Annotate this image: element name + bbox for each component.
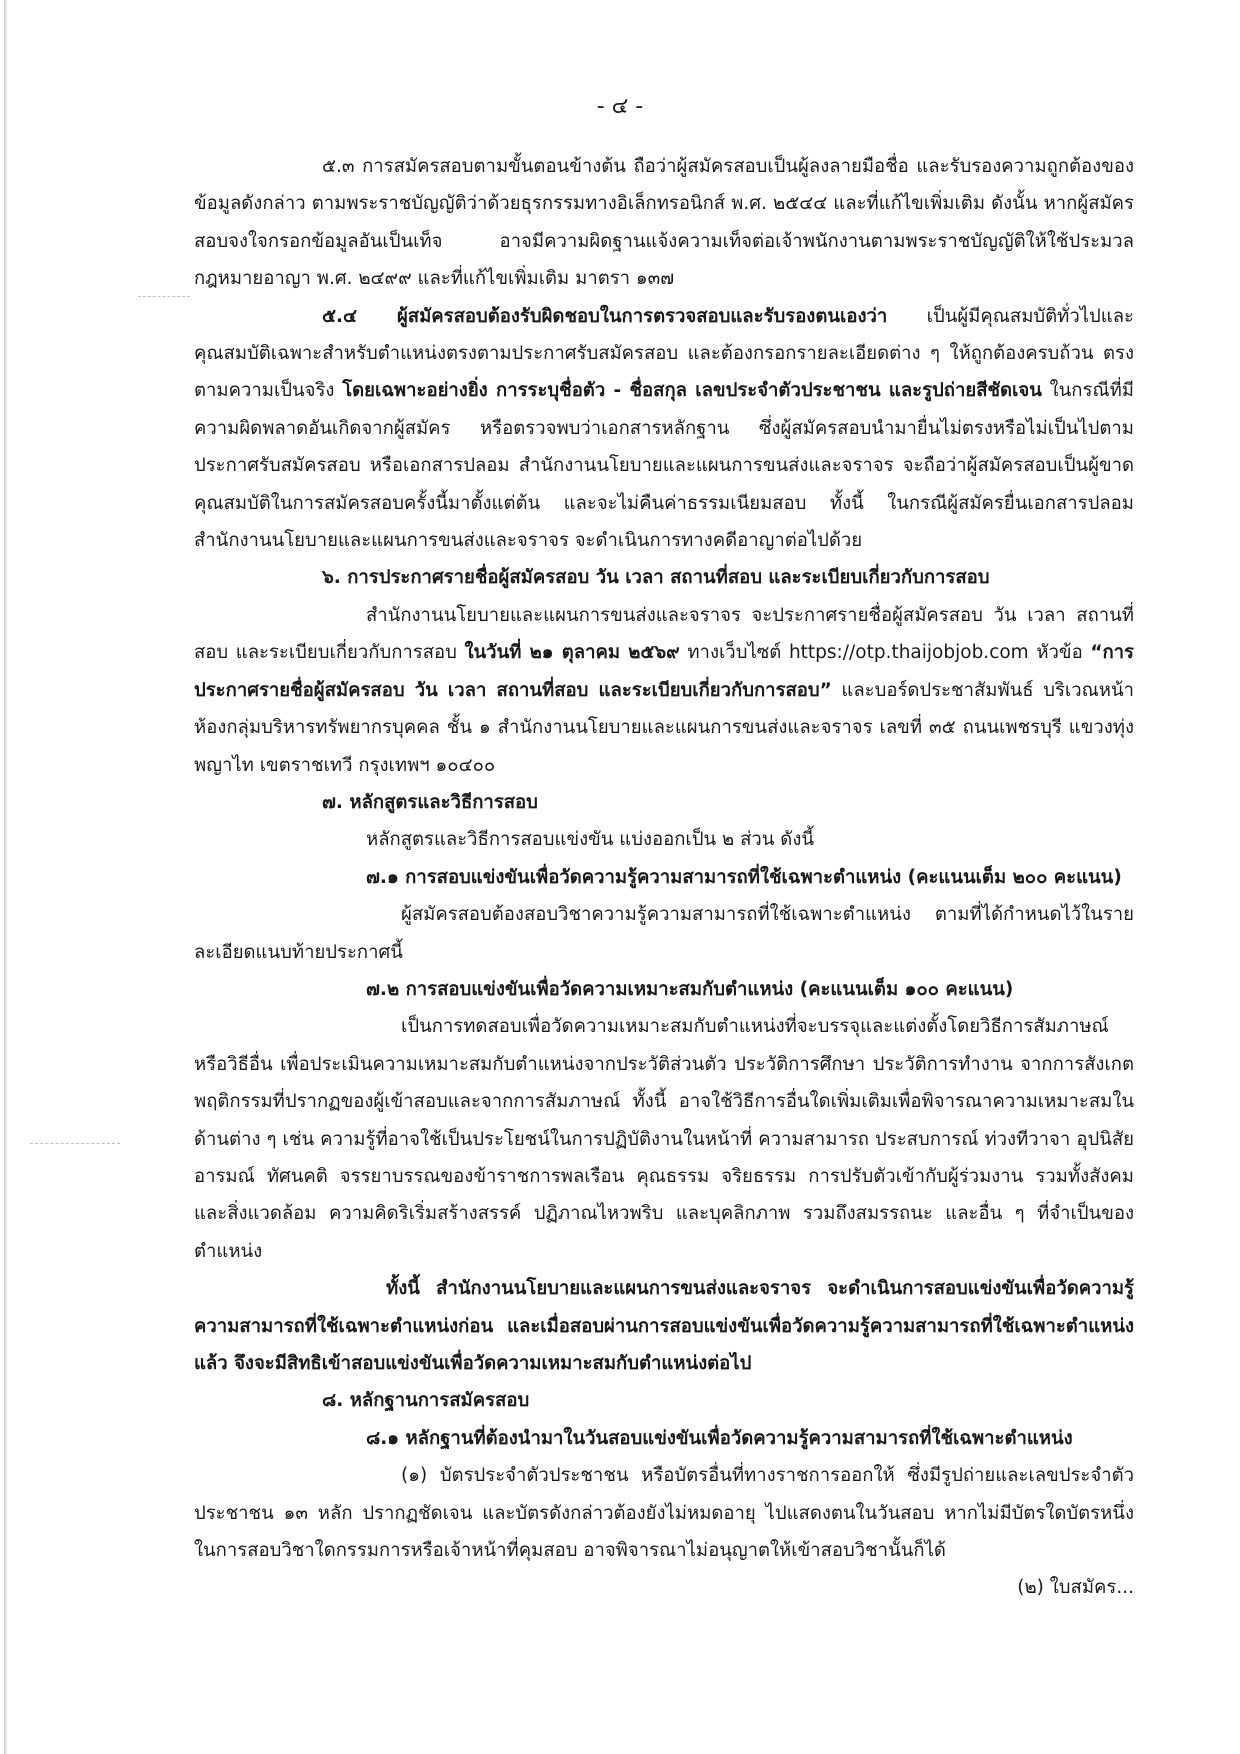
paragraph-6-text-2: ทางเว็บไซต์ https://otp.thaijobjob.com หัวข้อ bbox=[679, 642, 1091, 664]
paragraph-6-text: สำนักงานนโยบายและแผนการขนส่งและจราจร จะประกาศรายชื่อผู้สมัครสอบ วัน เวลา สถานที่สอบ และระเบียบเกี่ยวกับการสอบ bbox=[194, 604, 1134, 664]
paragraph-5-4-text-2: ในกรณีที่มีความผิดพลาดอันเกิดจากผู้สมัคร หรือตรวจพบว่าเอกสารหลักฐาน ซึ่งผู้สมัครสอบนำมายื่นไม่ตรงหรือไม่เป็นไปตามประกาศรับสมัครสอบ หรือเอกสารปลอม สำนักงานนโยบายและแผนการขนส่งและจราจร จะถือว่าผู้สมัครสอบเป็นผู้ขาดคุณสมบัติในการสมัครสอบครั้งนี้มาตั้งแต่ต้น และจะไม่คืนค่าธรรมเนียมสอบ ทั้งนี้ ในกรณีผู้สมัครยื่นเอกสารปลอม สำนักงานนโยบายและแผนการขนส่งและจราจร จะดำเนินการทางคดีอาญาต่อไปด้วย bbox=[194, 380, 1134, 552]
section-8-1-heading: ๘.๑ หลักฐานที่ต้องนำมาในวันสอบแข่งขันเพื่อวัดความรู้ความสามารถที่ใช้เฉพาะตำแหน่ง bbox=[366, 1427, 1073, 1449]
paragraph-7-2: เป็นการทดสอบเพื่อวัดความเหมาะสมกับตำแหน่งที่จะบรรจุและแต่งตั้งโดยวิธีการสัมภาษณ์หรือวิธีอื่น เพื่อประเมินความเหมาะสมกับตำแหน่งจากประวัติส่วนตัว ประวัติการศึกษา ประวัติการทำงาน จากการสังเกตพฤติกรรมที่ปรากฏของผู้เข้าสอบและจากการสัมภาษณ์ ทั้งนี้ อาจใช้วิธีการอื่นใดเพิ่มเติมเพื่อพิจารณาความเหมาะสมในด้านต่าง ๆ เช่น ความรู้ที่อาจใช้เป็นประโยชน์ในการปฏิบัติงานในหน้าที่ ความสามารถ ประสบการณ์ ท่วงทีวาจา อุปนิสัย อารมณ์ ทัศนคติ จรรยาบรรณของข้าราชการพลเรือน คุณธรรม จริยธรรม การปรับตัวเข้ากับผู้ร่วมงาน รวมทั้งสังคม และสิ่งแวดล้อม ความคิดริเริ่มสร้างสรรค์ ปฏิภาณไหวพริบ และบุคลิกภาพ รวมถึงสมรรถนะ และอื่น ๆ ที่จำเป็นของตำแหน่ง bbox=[194, 1016, 1134, 1262]
paragraph-5-3: ๕.๓ การสมัครสอบตามขั้นตอนข้างต้น ถือว่าผู้สมัครสอบเป็นผู้ลงลายมือชื่อ และรับรองความถูกต้องของข้อมูลดังกล่าว ตามพระราชบัญญัติว่าด้วยธุรกรรมทางอิเล็กทรอนิกส์ พ.ศ. ๒๕๔๔ และที่แก้ไขเพิ่มเติม ดังนั้น หากผู้สมัครสอบจงใจกรอกข้อมูลอันเป็นเท็จ อาจมีความผิดฐานแจ้งความเท็จต่อเจ้าพนักงานตามพระราชบัญญัติให้ใช้ประมวลกฎหมายอาญา พ.ศ. ๒๔๙๙ และที่แก้ไขเพิ่มเติม มาตรา ๑๓๗ bbox=[194, 156, 1134, 290]
announcement-date: ในวันที่ ๒๑ ตุลาคม ๒๕๖๙ bbox=[464, 642, 680, 664]
section-7-1-heading: ๗.๑ การสอบแข่งขันเพื่อวัดความรู้ความสามารถที่ใช้เฉพาะตำแหน่ง (คะแนนเต็ม ๒๐๐ คะแนน) bbox=[366, 866, 1122, 888]
paragraph-5-4-text: เป็นผู้มีคุณสมบัติทั่วไปและคุณสมบัติเฉพาะสำหรับตำแหน่งตรงตามประกาศรับสมัครสอบ และต้องกรอกรายละเอียดต่าง ๆ ให้ถูกต้องครบถ้วน ตรงตามความเป็นจริง bbox=[194, 305, 1134, 402]
section-7-2-heading: ๗.๒ การสอบแข่งขันเพื่อวัดความเหมาะสมกับตำแหน่ง (คะแนนเต็ม ๑๐๐ คะแนน) bbox=[366, 978, 1014, 1000]
paragraph-6 bbox=[194, 597, 1134, 784]
scan-left-edge bbox=[4, 0, 7, 1754]
margin-mark bbox=[30, 1143, 120, 1144]
section-7-heading: ๗. หลักสูตรและวิธีการสอบ bbox=[322, 791, 538, 813]
section-6-heading: ๖. การประกาศรายชื่อผู้สมัครสอบ วัน เวลา สถานที่สอบ และระเบียบเกี่ยวกับการสอบ bbox=[322, 567, 990, 589]
continuation-marker: (๒) ใบสมัคร... bbox=[1017, 1577, 1134, 1599]
paragraph-8-1-item-1: (๑) บัตรประจำตัวประชาชน หรือบัตรอื่นที่ทางราชการออกให้ ซึ่งมีรูปถ่ายและเลขประจำตัวประชาชน ๑๓ หลัก ปรากฏชัดเจน และบัตรดังกล่าวต้องยังไม่หมดอายุ ไปแสดงตนในวันสอบ หากไม่มีบัตรใดบัตรหนึ่ง ในการสอบวิชาใดกรรมการหรือเจ้าหน้าที่คุมสอบ อาจพิจารณาไม่อนุญาตให้เข้าสอบวิชานั้นก็ได้ bbox=[194, 1465, 1134, 1562]
section-7-intro: หลักสูตรและวิธีการสอบแข่งขัน แบ่งออกเป็น ๒ ส่วน ดังนี้ bbox=[366, 829, 814, 851]
paragraph-7-note: ทั้งนี้ สำนักงานนโยบายและแผนการขนส่งและจราจร จะดำเนินการสอบแข่งขันเพื่อวัดความรู้ความสามารถที่ใช้เฉพาะตำแหน่งก่อน และเมื่อสอบผ่านการสอบแข่งขันเพื่อวัดความรู้ความสามารถที่ใช้เฉพาะตำแหน่งแล้ว จึงจะมีสิทธิเข้าสอบแข่งขันเพื่อวัดความเหมาะสมกับตำแหน่งต่อไป bbox=[194, 1278, 1134, 1374]
paragraph-5-4 bbox=[194, 298, 1134, 560]
paragraph-5-4-heading: ๕.๔ ผู้สมัครสอบต้องรับผิดชอบในการตรวจสอบและรับรองตนเองว่า bbox=[322, 305, 888, 327]
paragraph-6-text-3: และบอร์ดประชาสัมพันธ์ บริเวณหน้าห้องกลุ่มบริหารทรัพยากรบุคคล ชั้น ๑ สำนักงานนโยบายและแผนการขนส่งและจราจร เลขที่ ๓๕ ถนนเพชรบุรี แขวงทุ่งพญาไท เขตราชเทวี กรุงเทพฯ ๑๐๔๐๐ bbox=[194, 679, 1134, 776]
margin-mark bbox=[138, 296, 190, 297]
paragraph-7-1: ผู้สมัครสอบต้องสอบวิชาความรู้ความสามารถที่ใช้เฉพาะตำแหน่ง ตามที่ได้กำหนดไว้ในรายละเอียดแนบท้ายประกาศนี้ bbox=[194, 904, 1134, 963]
section-8-heading: ๘. หลักฐานการสมัครสอบ bbox=[322, 1390, 530, 1412]
paragraph-5-4-emphasis: โดยเฉพาะอย่างยิ่ง การระบุชื่อตัว - ชื่อสกุล เลขประจำตัวประชาชน และรูปถ่ายสีชัดเจน bbox=[342, 380, 1042, 402]
document-body bbox=[194, 148, 1134, 1607]
announcement-topic: “การประกาศรายชื่อผู้สมัครสอบ วัน เวลา สถานที่สอบ และระเบียบเกี่ยวกับการสอบ” bbox=[194, 642, 1134, 701]
page-number: - ๔ - bbox=[596, 94, 644, 119]
